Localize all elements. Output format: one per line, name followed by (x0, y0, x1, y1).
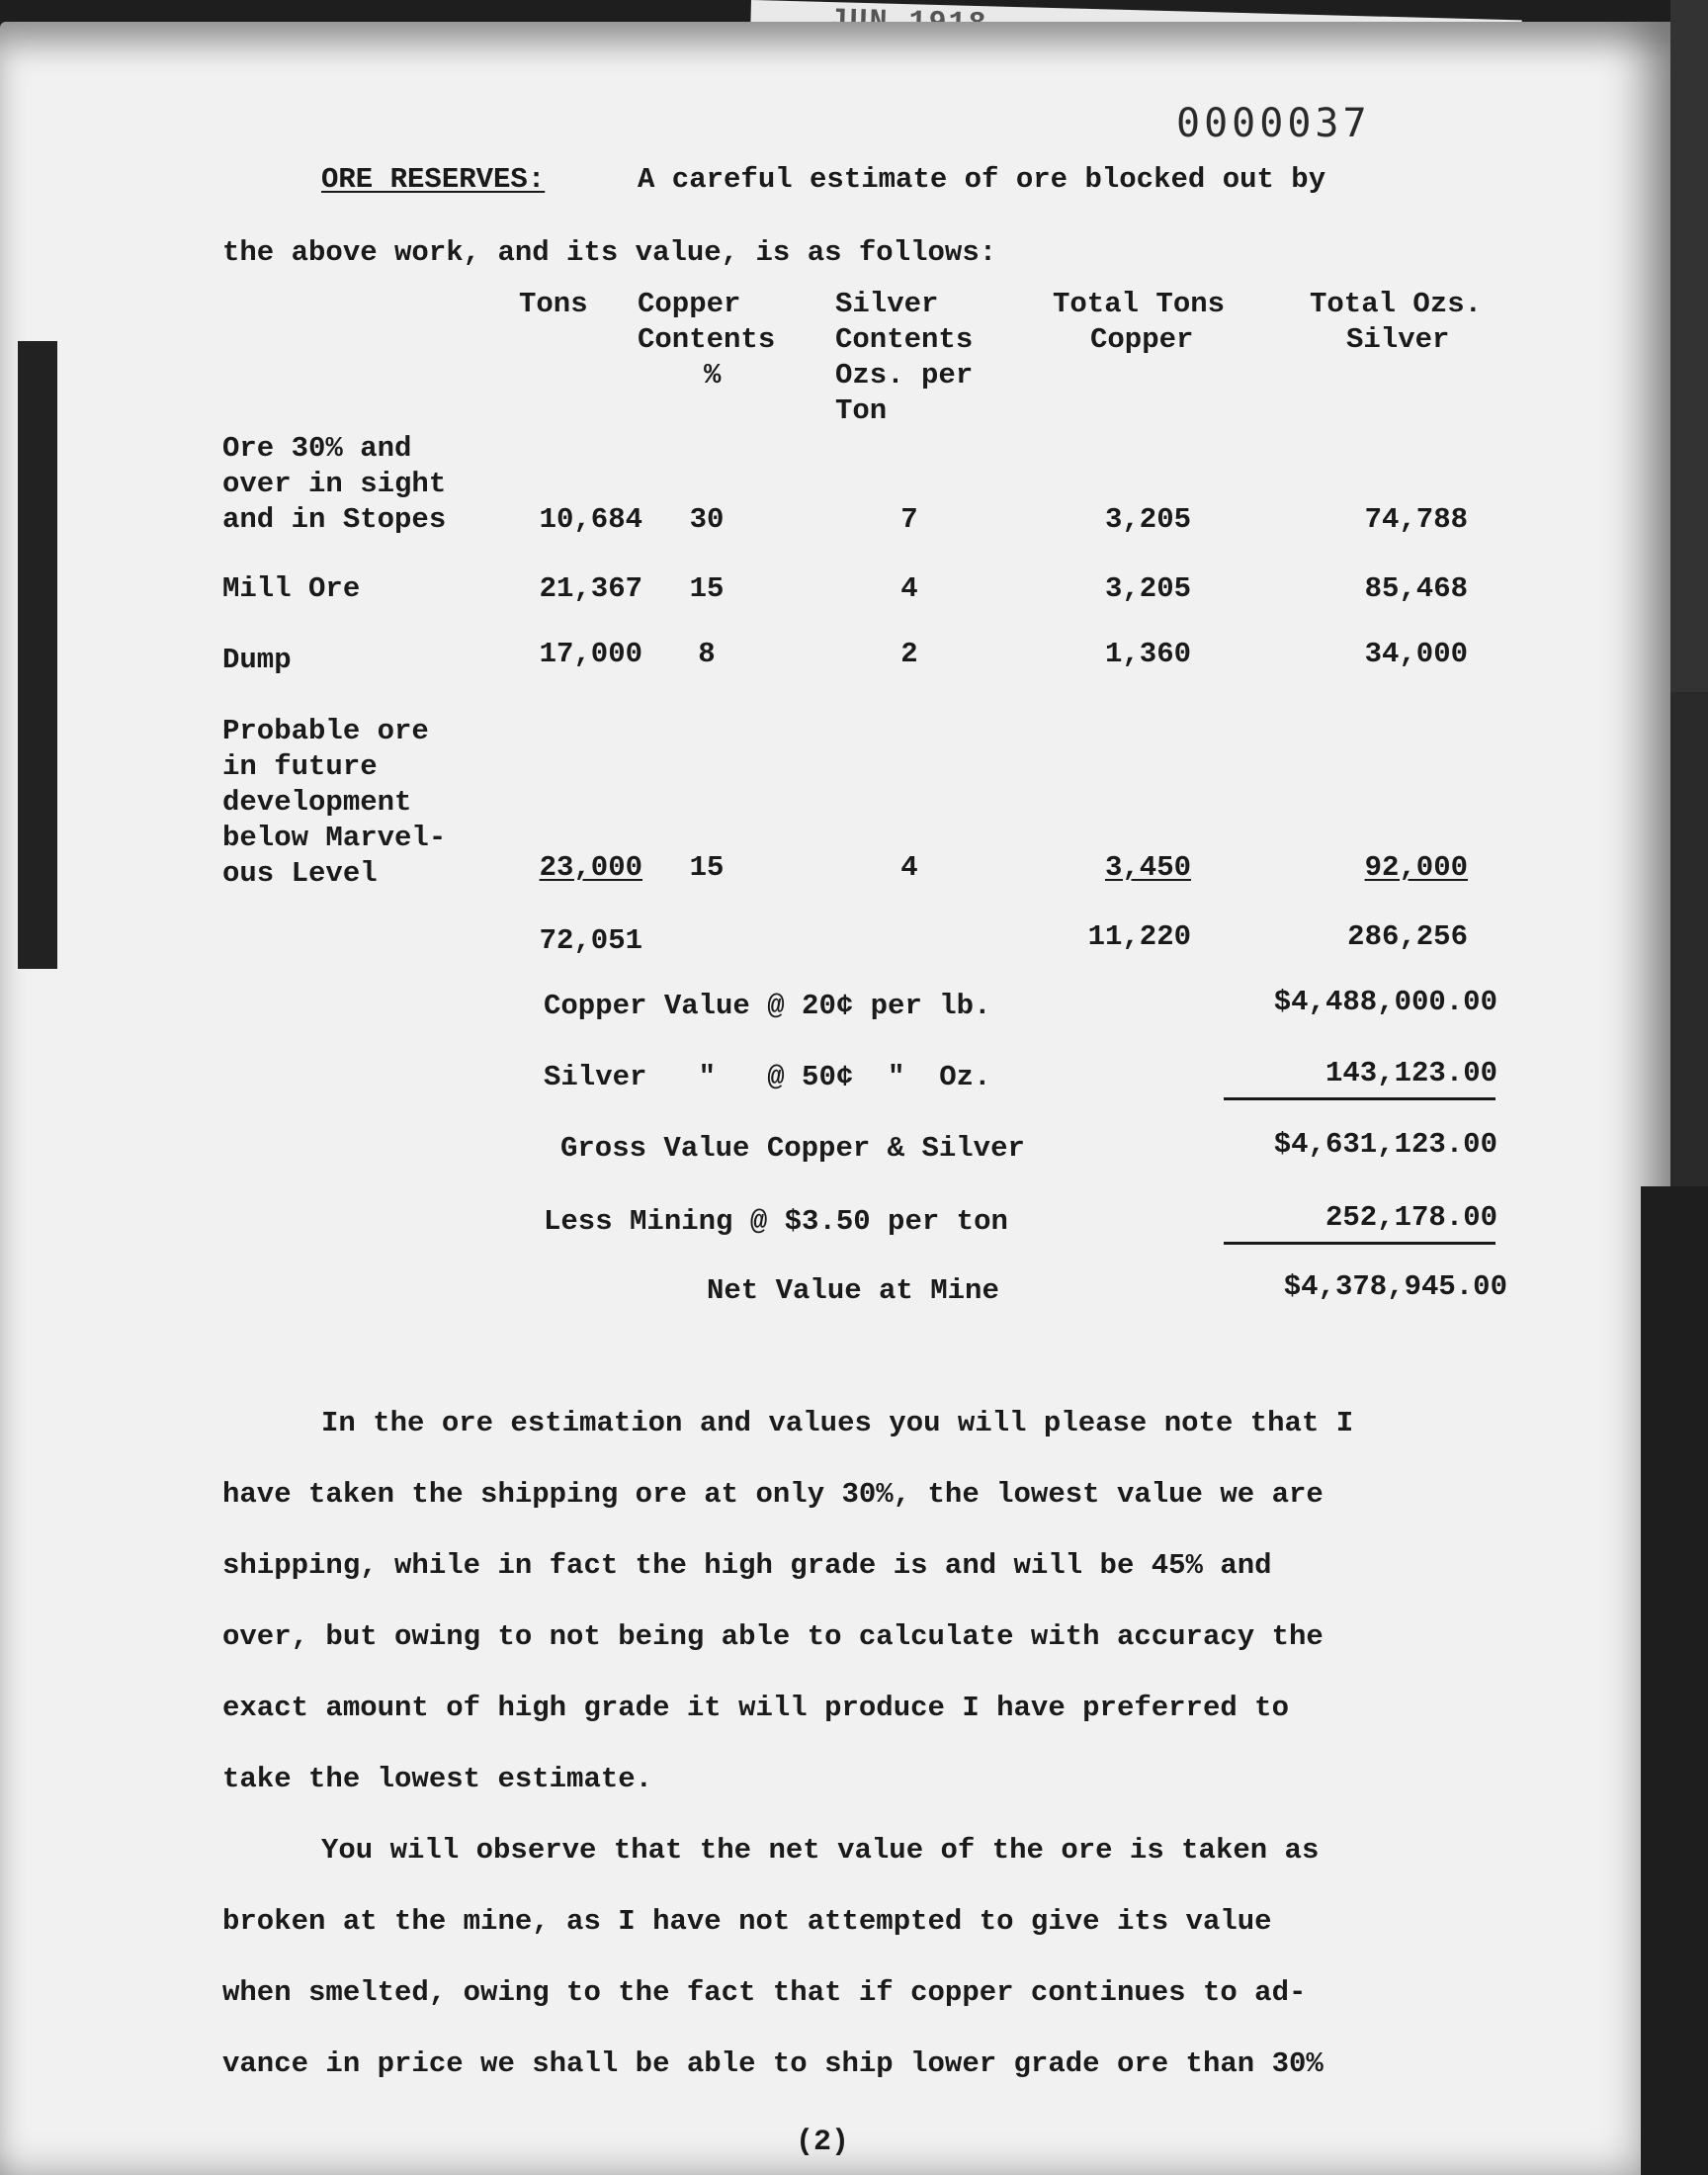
silver-value-amount: 143,123.00 (1324, 1057, 1497, 1089)
mining-cost-label: Less Mining @ $3.50 per ton (544, 1205, 1008, 1238)
header-silver-3: Ozs. per (835, 359, 974, 392)
row-label: over in sight (222, 468, 447, 500)
cell-total-silver: 34,000 (1364, 638, 1468, 670)
cell-total-copper: 3,205 (1104, 503, 1191, 536)
paragraph-ore-estimation (222, 1388, 1512, 1815)
row-label: Ore 30% and (222, 432, 412, 465)
cell-tons: 23,000 (539, 851, 642, 884)
header-silver-4: Ton (835, 394, 888, 427)
header-silver-1: Silver (835, 288, 939, 320)
row-label: Probable ore (222, 715, 429, 747)
row-label: and in Stopes (222, 503, 447, 536)
total-copper: 11,220 (1087, 920, 1191, 953)
header-silver-2: Contents (835, 323, 974, 356)
net-value-amount: $4,378,945.00 (1283, 1270, 1507, 1303)
header-copper-1: Copper (638, 288, 741, 320)
paragraph-net-value (222, 1815, 1512, 2100)
subtotal-rule (1224, 1097, 1495, 1100)
header-total-copper-2: Copper (1090, 323, 1194, 356)
header-total-silver-1: Total Ozs. (1310, 288, 1483, 320)
cell-copper: 15 (689, 851, 725, 884)
scan-edge-shadow (1670, 0, 1708, 692)
header-total-copper-1: Total Tons (1053, 288, 1226, 320)
header-copper-3: % (704, 359, 722, 392)
silver-value-label: Silver " @ 50¢ " Oz. (544, 1061, 991, 1093)
scan-edge-shadow (18, 341, 57, 969)
cell-total-copper: 3,450 (1104, 851, 1191, 884)
paragraph-line: when smelted, owing to the fact that if copper continues to ad- (222, 1976, 1307, 2009)
cell-copper: 8 (698, 638, 716, 670)
paragraph-line: exact amount of high grade it will produce I have preferred to (222, 1692, 1289, 1724)
paragraph-line: over, but owing to not being able to calculate with accuracy the (222, 1620, 1324, 1653)
document-number: 0000037 (1176, 101, 1371, 146)
cell-silver: 2 (900, 638, 918, 670)
paragraph-line: vance in price we shall be able to ship lower grade ore than 30% (222, 2047, 1324, 2080)
row-label: ous Level (222, 857, 378, 890)
cell-total-copper: 1,360 (1104, 638, 1191, 670)
cell-total-silver: 92,000 (1364, 851, 1468, 884)
page-number: (2) (796, 2126, 850, 2159)
paragraph-line: take the lowest estimate. (222, 1763, 653, 1795)
cell-total-silver: 74,788 (1364, 503, 1468, 536)
row-label: Mill Ore (222, 572, 361, 605)
paragraph-line: You will observe that the net value of the ore is taken as (321, 1834, 1320, 1867)
cell-tons: 10,684 (539, 503, 642, 536)
header-total-silver-2: Silver (1346, 323, 1450, 356)
paragraph-line: have taken the shipping ore at only 30%, the lowest value we are (222, 1478, 1324, 1511)
cell-total-silver: 85,468 (1364, 572, 1468, 605)
cell-silver: 4 (900, 851, 918, 884)
cell-silver: 7 (900, 503, 918, 536)
net-rule (1224, 1242, 1495, 1245)
copper-value-amount: $4,488,000.00 (1273, 986, 1497, 1018)
row-label: development (222, 786, 412, 819)
scan-edge-shadow (1641, 1186, 1708, 2175)
cell-total-copper: 3,205 (1104, 572, 1191, 605)
paragraph-line: In the ore estimation and values you will please note that I (321, 1407, 1354, 1439)
intro-line-2: the above work, and its value, is as follows: (222, 236, 997, 269)
paragraph-line: broken at the mine, as I have not attempted to give its value (222, 1905, 1272, 1938)
document-page (0, 22, 1670, 2175)
intro-line-1: A careful estimate of ore blocked out by (638, 163, 1326, 196)
total-tons: 72,051 (539, 924, 642, 957)
total-silver: 286,256 (1347, 920, 1468, 953)
section-heading: ORE RESERVES: (321, 163, 546, 196)
header-copper-2: Contents (638, 323, 776, 356)
paragraph-line: shipping, while in fact the high grade is and will be 45% and (222, 1549, 1272, 1582)
mining-cost-amount: 252,178.00 (1324, 1201, 1497, 1234)
gross-value-label: Gross Value Copper & Silver (560, 1132, 1025, 1165)
row-label: in future (222, 750, 378, 783)
gross-value-amount: $4,631,123.00 (1273, 1128, 1497, 1161)
cell-silver: 4 (900, 572, 918, 605)
cell-copper: 15 (689, 572, 725, 605)
cell-tons: 21,367 (539, 572, 642, 605)
row-label: Dump (222, 644, 292, 676)
copper-value-label: Copper Value @ 20¢ per lb. (544, 990, 991, 1022)
row-label: below Marvel- (222, 822, 447, 854)
header-tons: Tons (519, 288, 588, 320)
cell-copper: 30 (689, 503, 725, 536)
net-value-label: Net Value at Mine (707, 1274, 999, 1307)
cell-tons: 17,000 (539, 638, 642, 670)
